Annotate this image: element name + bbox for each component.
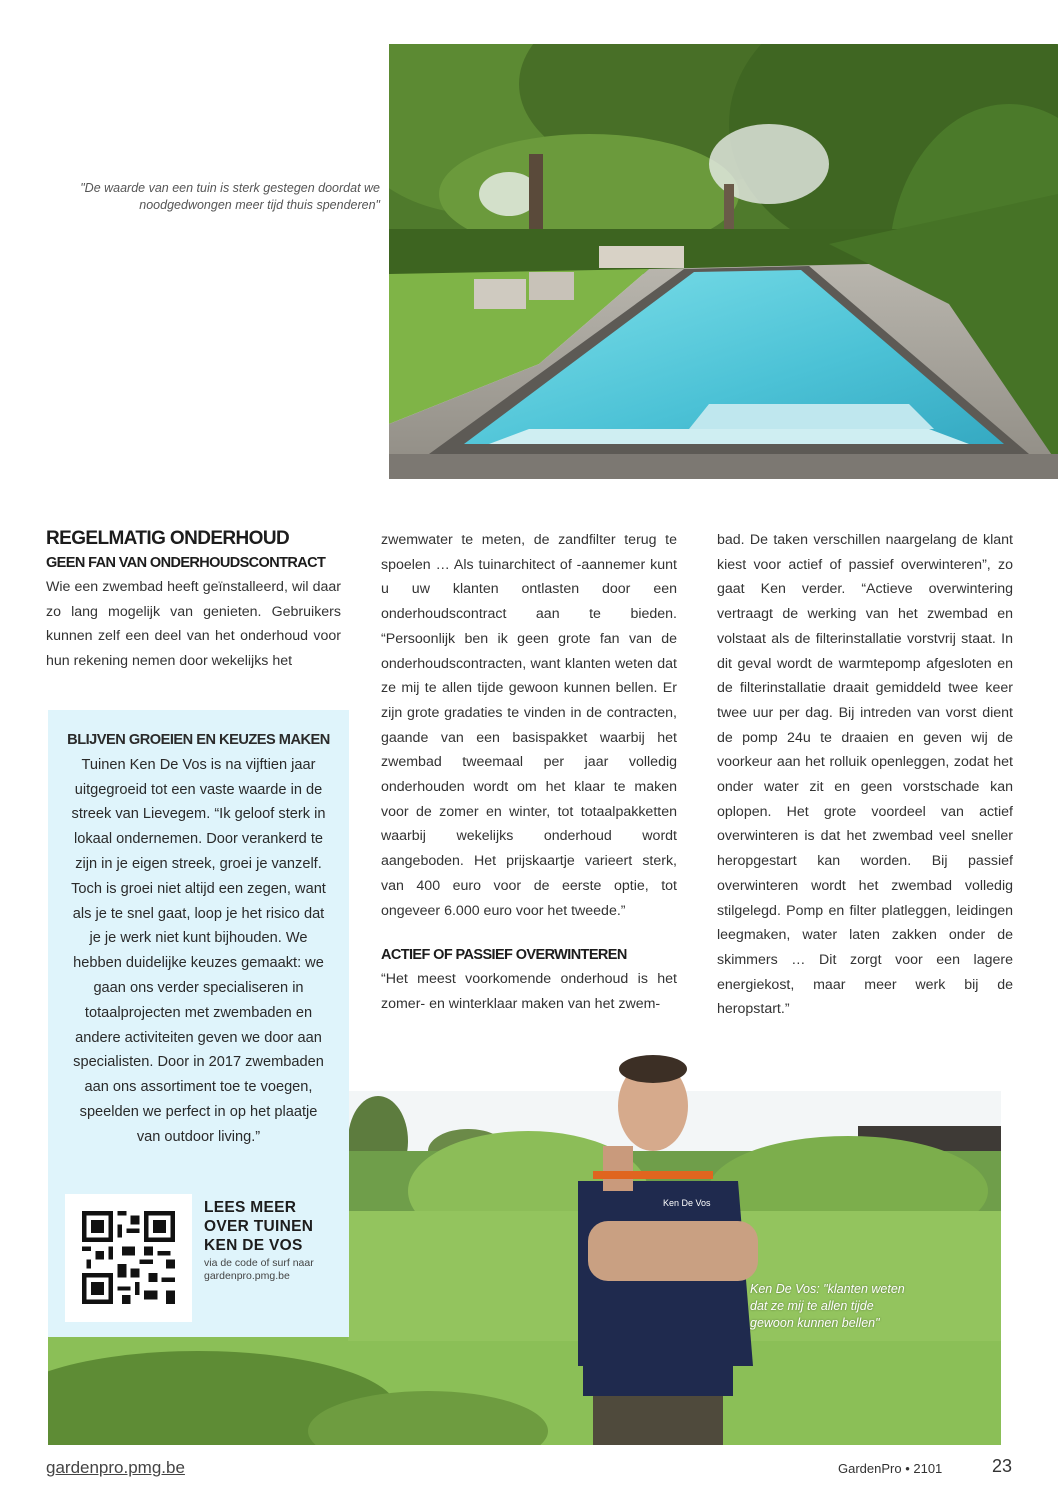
- article-paragraph: “Het meest voorkomende onderhoud is het zomer- en winterklaar maken van het zwem-: [381, 971, 677, 1012]
- footer-website-link[interactable]: gardenpro.pmg.be: [46, 1458, 185, 1477]
- read-more-subtext: via de code of surf naar gardenpro.pmg.be: [204, 1257, 314, 1282]
- article-paragraph: zwemwater te meten, de zandfilter terug te spoelen … Als tuinarchitect of -aannemer kunt u uw klanten ontlasten door een onderhoudscontract aan te bieden. “Persoonlijk ben ik geen grote fan van de onderhoudscontracten, want klanten weten dat ze mij te allen tijde gewoon kunnen bellen. Er zijn grote gradaties te vinden in de contracten, gaande van een basispakket waarbij het zwembad tweemaal per jaar volledig onderhouden wordt om het klaar te maken voor de zomer en winter, tot totaalpakketten waarbij wekelijks onderhoud wordt aangeboden. Het prijskaartje varieert sterk, van 400 euro voor de eerste optie, tot ongeveer 6.000 euro voor het tweede.”: [381, 532, 677, 919]
- qr-code[interactable]: [65, 1194, 192, 1322]
- portrait-caption: Ken De Vos: "klanten weten dat ze mij te allen tijde gewoon kunnen bellen": [750, 1282, 905, 1330]
- footer-magazine-issue: GardenPro • 2101: [838, 1461, 943, 1476]
- pool-photo: [389, 44, 1058, 479]
- section-subheading: GEEN FAN VAN ONDERHOUDSCONTRACT: [46, 555, 326, 571]
- sidebar-box: [48, 710, 349, 1337]
- sidebar-text: [66, 728, 331, 1150]
- article-paragraph: Wie een zwembad heeft geïnstalleerd, wil daar zo lang mogelijk van genieten. Gebruikers kunnen zelf een deel van het onderhoud voor hun rekening nemen door wekelijks het: [46, 579, 341, 670]
- read-more-title: LEES MEER OVER TUINEN KEN DE VOS: [204, 1199, 314, 1254]
- qr-code-icon: [82, 1211, 175, 1304]
- sidebar-title: BLIJVEN GROEIEN EN KEUZES MAKEN: [67, 732, 330, 748]
- pool-photo-caption: "De waarde van een tuin is sterk gestegen doordat we noodgedwongen meer tijd thuis spenderen": [80, 181, 380, 212]
- sidebar-paragraph: Tuinen Ken De Vos is na vijftien jaar uitgegroeid tot een vaste waarde in de streek van Lievegem. “Ik geloof sterk in lokaal ondernemen. Door verankerd te zijn in je eigen streek, groei je vanzelf. Toch is groei niet altijd een zegen, want als je te snel gaat, loop je het risico dat je je werk niet kunt bijhouden. We hebben duidelijke keuzes gemaakt: we gaan ons verder specialiseren in totaalprojecten met zwembaden en andere activiteiten geven we door aan specialisten. Door in 2017 zwembaden aan ons assortiment toe te voegen, speelden we perfect in op het plaatje van outdoor living.”: [71, 756, 326, 1145]
- article-column-3: [717, 528, 1013, 1022]
- section-heading: REGELMATIG ONDERHOUD: [46, 528, 290, 549]
- article-paragraph: bad. De taken verschillen naargelang de klant kiest voor actief of passief overwinteren”, zo gaat Ken verder. “Actieve overwintering vertraagt de werking van het zwembad en volstaat als de filterinstallatie vorstvrij staat. In dit geval wordt de warmtepomp afgesloten en de filterinstallatie draait gemiddeld twee keer twee uur per dag. Bij intreden van vorst dient de pomp 24u te draaien en geven wij de voorkeur aan het rolluik openleggen, zodat het onder water zit en geen vorstschade kan oplopen. Het grote voordeel van actief overwinteren is dat het zwembad veel sneller heropgestart kan worden. Bij passief overwinteren wordt het zwembad volledig stilgelegd. Pomp en filter platleggen, leidingen leegmaken, water laten zakken onder de skimmers … Dit zorgt voor een lagere energiekost, maar meer werk bij de heropstart.”: [717, 532, 1013, 1018]
- read-more-callout: [204, 1198, 344, 1283]
- article-column-1: [46, 526, 341, 674]
- shirt-logo: Ken De Vos: [663, 1198, 711, 1208]
- page-number: 23: [992, 1456, 1013, 1476]
- article-column-2: [381, 528, 677, 1017]
- section-heading-2: ACTIEF OF PASSIEF OVERWINTEREN: [381, 947, 627, 964]
